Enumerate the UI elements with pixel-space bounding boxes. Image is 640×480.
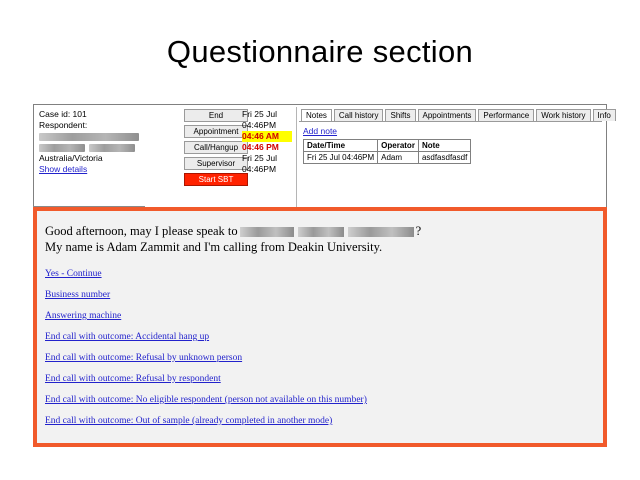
- status-line: 04:46PM: [242, 120, 277, 130]
- tab-notes[interactable]: Notes: [301, 109, 332, 121]
- column-header-datetime: Date/Time: [304, 140, 378, 152]
- call-hangup-button[interactable]: Call/Hangup: [184, 141, 248, 154]
- tab-shifts[interactable]: Shifts: [385, 109, 415, 121]
- option-no-eligible-respondent[interactable]: End call with outcome: No eligible respondent (person not available on this number): [45, 395, 367, 405]
- option-refusal-respondent[interactable]: End call with outcome: Refusal by respondent: [45, 374, 221, 384]
- greeting-line2: My name is Adam Zammit and I'm calling from Deakin University.: [45, 240, 383, 254]
- status-line: 04:46PM: [242, 164, 277, 174]
- tab-strip: [297, 107, 611, 121]
- respondent-name-redacted: [39, 131, 149, 142]
- tab-performance[interactable]: Performance: [478, 109, 534, 121]
- option-out-of-sample[interactable]: End call with outcome: Out of sample (already completed in another mode): [45, 416, 333, 426]
- case-id-label: Case id: 101: [39, 109, 87, 119]
- respondent-phone-redacted: [39, 142, 149, 153]
- redaction-bar: [89, 144, 135, 152]
- cell-datetime: Fri 25 Jul 04:46PM: [304, 152, 378, 164]
- greeting-line1-suffix: ?: [415, 224, 422, 238]
- redaction-bar: [39, 133, 139, 141]
- option-accidental-hangup[interactable]: End call with outcome: Accidental hang up: [45, 332, 210, 342]
- status-line: Fri 25 Jul: [242, 153, 277, 163]
- tab-panel: [296, 107, 611, 211]
- greeting-line1-prefix: Good afternoon, may I please speak to: [45, 224, 238, 238]
- column-header-operator: Operator: [378, 140, 419, 152]
- redaction-bar: [240, 227, 294, 237]
- cell-note: asdfasdfasdf: [418, 152, 470, 164]
- redaction-bar: [348, 227, 414, 237]
- option-yes-continue[interactable]: Yes - Continue: [45, 269, 102, 279]
- tab-work-history[interactable]: Work history: [536, 109, 590, 121]
- questionnaire-section: [33, 207, 607, 447]
- tab-call-history[interactable]: Call history: [334, 109, 384, 121]
- column-header-note: Note: [418, 140, 470, 152]
- action-button-column: [184, 109, 248, 189]
- response-option-list: [45, 269, 603, 426]
- option-answering-machine[interactable]: Answering machine: [45, 311, 122, 321]
- redaction-bar: [39, 144, 85, 152]
- status-line-highlighted: 04:46 AM: [242, 131, 292, 142]
- application-window: [33, 104, 611, 214]
- redaction-bar: [298, 227, 344, 237]
- option-business-number[interactable]: Business number: [45, 290, 111, 300]
- tab-strip-divider: [299, 121, 602, 122]
- status-time-column: [242, 109, 292, 175]
- respondent-label: Respondent:: [39, 120, 88, 130]
- add-note-link[interactable]: Add note: [303, 126, 338, 136]
- notes-table: [303, 139, 471, 164]
- appointment-button[interactable]: Appointment: [184, 125, 248, 138]
- show-details-link[interactable]: Show details: [39, 164, 88, 174]
- tab-info[interactable]: Info: [593, 109, 616, 121]
- start-sbt-button[interactable]: Start SBT: [184, 173, 248, 186]
- case-location: Australia/Victoria: [39, 153, 103, 163]
- end-button[interactable]: End: [184, 109, 248, 122]
- option-refusal-unknown-person[interactable]: End call with outcome: Refusal by unknown person: [45, 353, 243, 363]
- table-row: [304, 152, 471, 164]
- page-title: Questionnaire section: [166, 34, 474, 69]
- greeting-text: [45, 223, 603, 255]
- status-line: Fri 25 Jul: [242, 109, 277, 119]
- supervisor-button[interactable]: Supervisor: [184, 157, 248, 170]
- table-header-row: [304, 140, 471, 152]
- cell-operator: Adam: [378, 152, 419, 164]
- case-info-panel: [39, 109, 149, 175]
- tab-appointments[interactable]: Appointments: [418, 109, 477, 121]
- status-line-red: 04:46 PM: [242, 142, 279, 152]
